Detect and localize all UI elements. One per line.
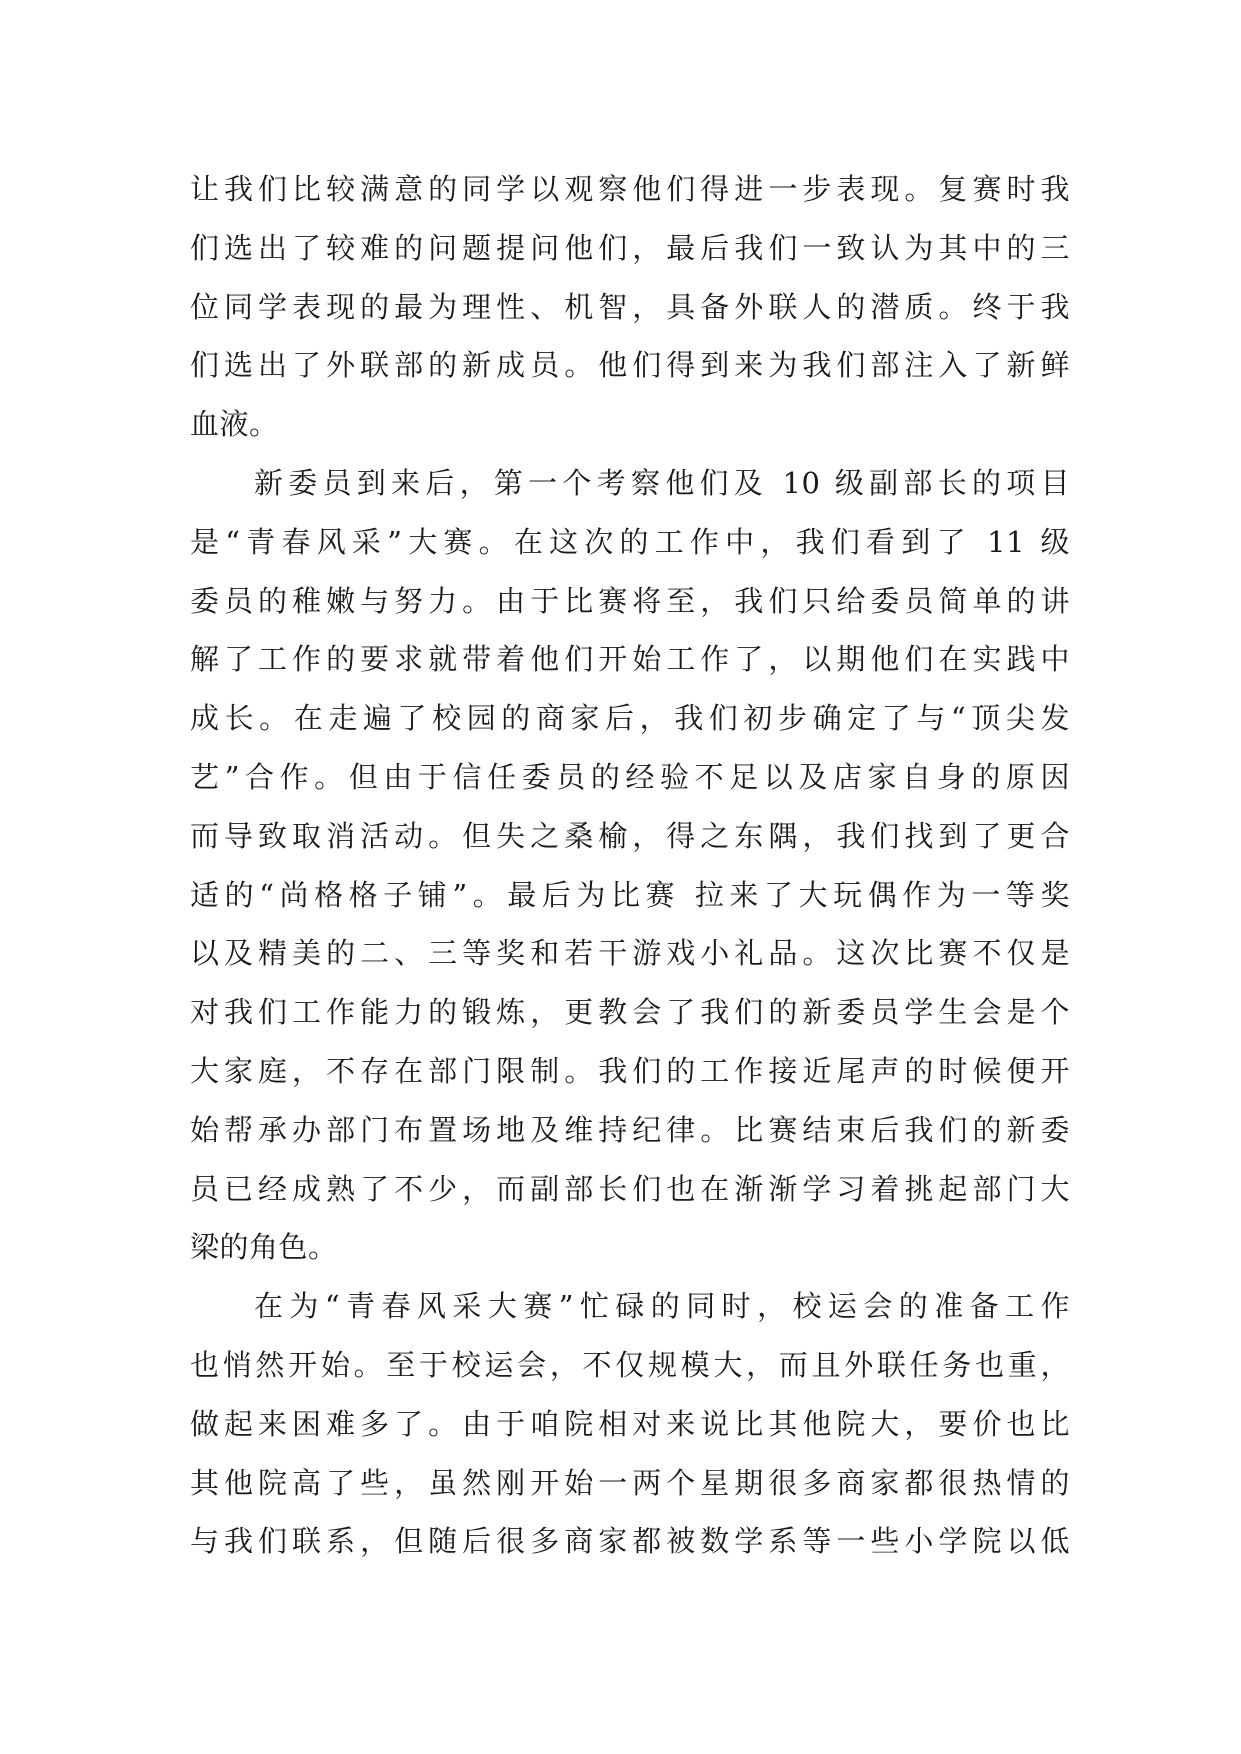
text-line: 以及精美的二、三等奖和若干游戏小礼品。这次比赛不仅是 xyxy=(190,936,1070,971)
text-line: 大家庭，不存在部门限制。我们的工作接近尾声的时候便开 xyxy=(190,1053,1070,1088)
text-line: 新委员到来后，第一个考察他们及 10 级副部长的项目 xyxy=(254,465,1070,500)
text-line: 让我们比较满意的同学以观察他们得进一步表现。复赛时我 xyxy=(190,172,1070,206)
text-line: 位同学表现的最为理性、机智，具备外联人的潜质。终于我 xyxy=(190,289,1070,324)
text-line: 们选出了较难的问题提问他们，最后我们一致认为其中的三 xyxy=(190,230,1070,265)
text-line: 始帮承办部门布置场地及维持纪律。比赛结束后我们的新委 xyxy=(190,1112,1070,1147)
text-line: 解了工作的要求就带着他们开始工作了，以期他们在实践中 xyxy=(190,642,1070,677)
text-line: 与我们联系，但随后很多商家都被数学系等一些小学院以低 xyxy=(190,1524,1070,1559)
text-line: 们选出了外联部的新成员。他们得到来为我们部注入了新鲜 xyxy=(190,348,1070,383)
text-line: 在为“青春风采大赛”忙碌的同时，校运会的准备工作 xyxy=(254,1289,1070,1324)
text-line: 其他院高了些，虽然刚开始一两个星期很多商家都很热情的 xyxy=(190,1465,1070,1500)
text-line: 血液。 xyxy=(190,407,279,442)
text-line: 艺”合作。但由于信任委员的经验不足以及店家自身的原因 xyxy=(190,759,1070,794)
text-line: 而导致取消活动。但失之桑榆，得之东隅，我们找到了更合 xyxy=(190,818,1070,853)
text-line: 做起来困难多了。由于咱院相对来说比其他院大，要价也比 xyxy=(190,1406,1070,1441)
text-line: 适的“尚格格子铺”。最后为比赛 拉来了大玩偶作为一等奖 xyxy=(190,877,1070,912)
text-line: 成长。在走遍了校园的商家后，我们初步确定了与“顶尖发 xyxy=(190,701,1070,736)
text-line: 员已经成熟了不少，而副部长们也在渐渐学习着挑起部门大 xyxy=(190,1171,1070,1206)
text-line: 对我们工作能力的锻炼，更教会了我们的新委员学生会是个 xyxy=(190,995,1070,1030)
text-line: 梁的角色。 xyxy=(190,1230,338,1265)
text-line: 也悄然开始。至于校运会，不仅规模大，而且外联任务也重， xyxy=(190,1347,1070,1382)
text-line: 委员的稚嫩与努力。由于比赛将至，我们只给委员简单的讲 xyxy=(190,583,1070,618)
text-line: 是“青春风采”大赛。在这次的工作中，我们看到了 11 级 xyxy=(190,524,1070,559)
body-text xyxy=(190,160,1070,1571)
